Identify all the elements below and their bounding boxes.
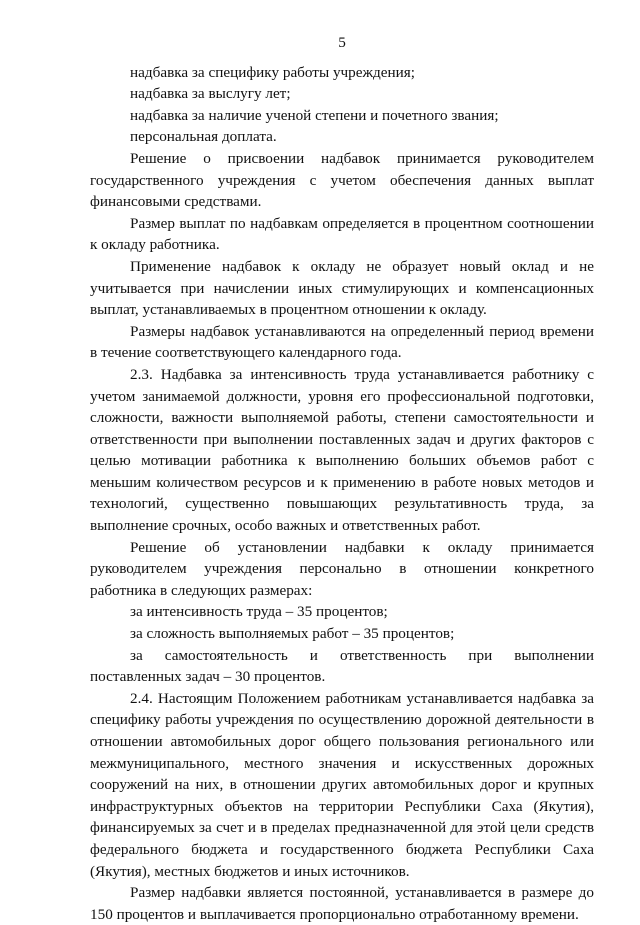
- rate-item: за интенсивность труда – 35 процентов;: [130, 603, 388, 621]
- paragraph-2-3: 2.3. Надбавка за интенсивность труда устанавливается работнику с учетом занимаемой должности, уровня его профессиональной подготовки, сложности, важности выполняемой работы, степени самостоятельности и ответственности при выполнении поставленных задач и других факторов с целью мотивации работника к выполнению больших объемов работ с меньшим количеством ресурсов и к применению в работе новых методов и технологий, существенно повышающих результативность труда, за выполнение срочных, особо важных и ответственных работ.: [90, 365, 594, 535]
- rate-item-independence: за самостоятельность и ответственность при выполнении поставленных задач – 30 процентов.: [90, 646, 594, 686]
- list-item: персональная доплата.: [130, 128, 277, 146]
- document-page: [90, 32, 594, 925]
- paragraph-period: Размеры надбавок устанавливаются на определенный период времени в течение соответствующего календарного года.: [90, 322, 594, 362]
- paragraph-payment-size: Размер выплат по надбавкам определяется в процентном соотношении к окладу работника.: [90, 214, 594, 254]
- list-item: надбавка за наличие ученой степени и почетного звания;: [130, 106, 499, 124]
- paragraph-allowance-size: Размер надбавки является постоянной, устанавливается в размере до 150 процентов и выплачивается пропорционально отработанному времени.: [90, 884, 594, 923]
- list-item: надбавка за специфику работы учреждения;: [130, 63, 415, 81]
- list-item: надбавка за выслугу лет;: [130, 85, 291, 103]
- rate-item: за сложность выполняемых работ – 35 процентов;: [130, 625, 455, 643]
- paragraph-2-4: 2.4. Настоящим Положением работникам устанавливается надбавка за специфику работы учреждения по осуществлению дорожной деятельности в отношении автомобильных дорог общего пользования регионального или межмуниципального, местного значения и искусственных дорожных сооружений на них, в отношении других автомобильных дорог и крупных инфраструктурных объектов на территории Республики Саха (Якутия), финансируемых за счет и в пределах предназначенной для этой цели средств федерального бюджета и государственного бюджета Республики Саха (Якутия), местных бюджетов и иных источников.: [90, 689, 594, 880]
- paragraph-decision-allowance: Решение об установлении надбавки к окладу принимается руководителем учреждения персонально в отношении конкретного работника в следующих размерах:: [90, 538, 594, 599]
- paragraph-application: Применение надбавок к окладу не образует новый оклад и не учитывается при начислении иных стимулирующих и компенсационных выплат, устанавливаемых в процентном отношении к окладу.: [90, 257, 594, 319]
- page-number: 5: [338, 34, 346, 51]
- paragraph-decision: Решение о присвоении надбавок принимается руководителем государственного учреждения с учетом обеспечения данных выплат финансовыми средствами.: [90, 149, 594, 211]
